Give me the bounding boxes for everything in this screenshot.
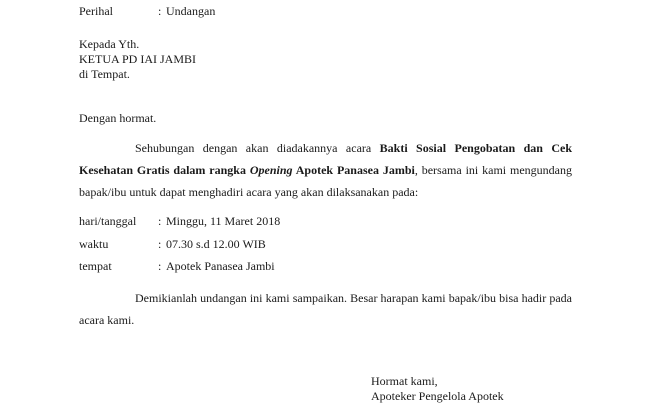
- place-colon: :: [158, 259, 162, 273]
- recipient-line-1: Kepada Yth.: [79, 37, 140, 51]
- place-label: tempat: [79, 259, 112, 273]
- closing-paragraph: Demikianlah undangan ini kami sampaikan. Besar harapan kami bapak/ibu bisa hadir pada acara kami.: [79, 291, 572, 327]
- date-value: Minggu, 11 Maret 2018: [166, 214, 281, 228]
- time-colon: :: [158, 237, 162, 251]
- event-name-bold: Bakti Sosial Pengobatan dan Cek Kesehatan Gratis dalam rangka: [79, 141, 572, 177]
- date-colon: :: [158, 214, 162, 228]
- pharmacy-name-bold: Apotek Panasea Jambi: [292, 163, 415, 177]
- subject-label: Perihal: [79, 4, 113, 18]
- signatory-title: Apoteker Pengelola Apotek: [371, 389, 504, 403]
- date-label: hari/tanggal: [79, 214, 137, 228]
- recipient-line-2: KETUA PD IAI JAMBI: [79, 52, 196, 66]
- salutation: Dengan hormat.: [79, 111, 157, 125]
- place-value: Apotek Panasea Jambi: [166, 259, 275, 273]
- paragraph-text-2: , bersama ini kami mengundang bapak/ibu untuk dapat menghadiri acara yang akan dilaksanakan pada:: [79, 163, 572, 199]
- time-label: waktu: [79, 237, 109, 251]
- time-value: 07.30 s.d 12.00 WIB: [166, 237, 266, 251]
- subject-colon: :: [158, 4, 162, 18]
- paragraph-text-1: Sehubungan dengan akan diadakannya acara: [135, 141, 380, 155]
- recipient-line-3: di Tempat.: [79, 67, 130, 81]
- opening-italic: Opening: [249, 163, 293, 177]
- subject-value: Undangan: [166, 4, 216, 18]
- closing-greeting: Hormat kami,: [371, 374, 438, 388]
- invitation-paragraph: [79, 137, 572, 203]
